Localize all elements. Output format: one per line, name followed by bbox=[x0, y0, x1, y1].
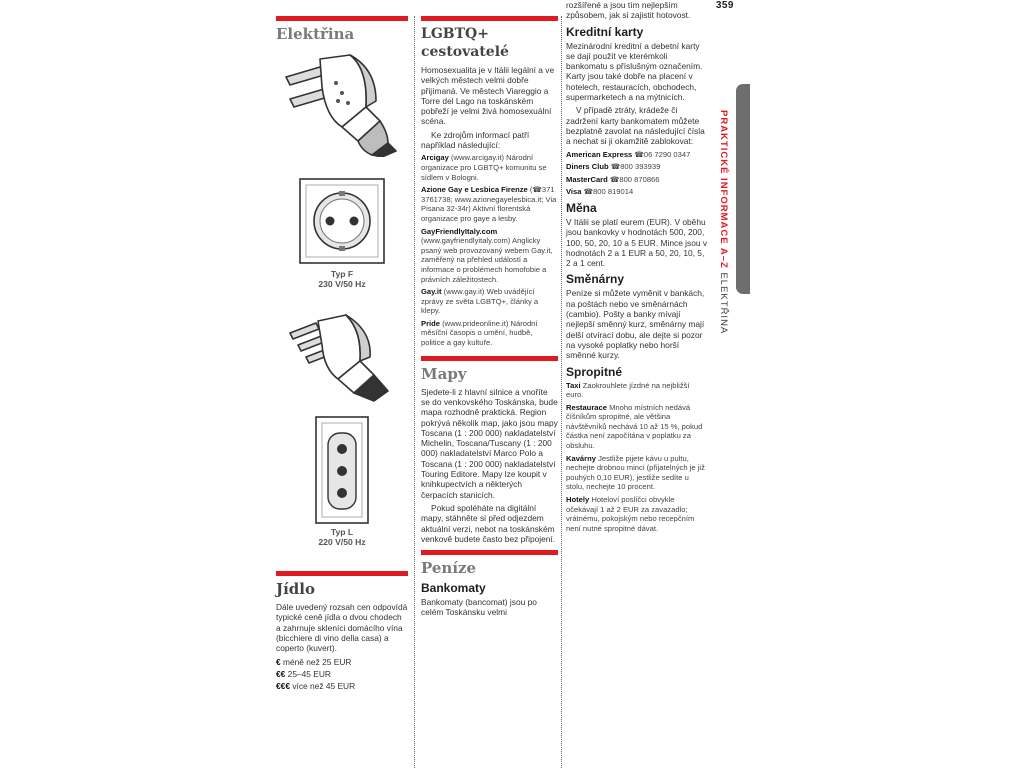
section-bar bbox=[421, 550, 558, 555]
section-bar bbox=[421, 16, 558, 21]
section-bar bbox=[421, 356, 558, 361]
list-item: Visa ☎800 819014 bbox=[566, 187, 634, 197]
plug-l-spec: 220 V/50 Hz bbox=[318, 537, 366, 547]
column-3 bbox=[566, 0, 708, 536]
section-title-mapy: Mapy bbox=[421, 364, 467, 383]
card-hotlines bbox=[566, 150, 708, 197]
list-item: Taxi Zaokrouhlete jízdné na nejbližší euro. bbox=[566, 380, 690, 400]
list-item: Kavárny Jestliže pijete kávu u pultu, nechejte drobnou minci (přijatelných je již pouhých 0,10 EUR), jestliže sedíte u stolu, nechejte 10 procent. bbox=[566, 453, 705, 492]
plug-f-spec: 230 V/50 Hz bbox=[318, 279, 366, 289]
price-item: €€€ více než 45 EUR bbox=[276, 681, 356, 692]
list-item: MasterCard ☎800 870866 bbox=[566, 174, 660, 184]
section-title-lgbtq: LGBTQ+ cestovatelé bbox=[421, 26, 509, 60]
bankomaty-continued: rozšířené a jsou tím nejlepším způsobem, jak si zajistit hotovost. bbox=[566, 0, 691, 21]
socket-f-icon bbox=[276, 177, 408, 265]
list-item: Restaurace Mnoho místních nedává číšníkům spropitné, ale většina návštěvníků nechává 10 až 15 %, pokud částka není započítána v poplatku za obsluhu. bbox=[566, 402, 703, 451]
subheading-mena: Měna bbox=[566, 200, 597, 215]
chapter-tab bbox=[736, 84, 750, 294]
list-item: Azione Gay e Lesbica Firenze (☎371 3761738; www.azionegayelesbica.it; Via Pisana 32-34r) Aktivní florentská organizace pro gaye a lesby. bbox=[421, 185, 557, 223]
lgbtq-resources bbox=[421, 153, 558, 347]
list-item: Gay.it (www.gay.it) Web uvádějící zprávy ze světa LGBTQ+, články a klepy. bbox=[421, 287, 539, 316]
section-bar bbox=[276, 16, 408, 21]
page-number: 359 bbox=[715, 0, 734, 11]
mena-text: V Itálii se platí eurem (EUR). V oběhu jsou bankovky v hodnotách 500, 200, 100, 50, 20, 10 a 5 EUR. Mince jsou v hodnotách 2 a 1 EUR a 50, 20, 10, 5, 2 a 1 cent. bbox=[566, 216, 708, 269]
list-item: GayFriendlyItaly.com (www.gayfriendlyitaly.com) Anglicky psaný web provozovaný webem Gay.it, zaměřený na přehled událostí a informace o problémech homofobie a právních záležitostech. bbox=[421, 226, 553, 284]
column-1 bbox=[276, 16, 408, 692]
plug-f-caption: Typ F bbox=[330, 269, 354, 279]
jidlo-text: Dále uvedený rozsah cen odpovídá typické ceně jídla o dvou chodech a zahrnuje skleníci domácího vína (bicchiere di vino della casa) a coperto (kuvert). bbox=[276, 602, 408, 654]
list-item: American Express ☎06 7290 0347 bbox=[566, 149, 691, 159]
subheading-spropitne: Spropitné bbox=[566, 364, 622, 379]
section-title-penize: Peníze bbox=[421, 559, 477, 578]
section-bar bbox=[276, 571, 408, 576]
bankomaty-text: Bankomaty (bancomat) jsou po celém Toskánsku velmi bbox=[421, 597, 537, 618]
column-divider bbox=[414, 16, 415, 768]
price-item: €€ 25–45 EUR bbox=[276, 669, 331, 680]
list-item: Diners Club ☎800 393939 bbox=[566, 162, 661, 172]
list-item: Arcigay (www.arcigay.it) Národní organizace pro LGBTQ+ komunitu se sídlem v Bologni. bbox=[421, 153, 547, 182]
list-item: Pride (www.prideonline.it) Národní měsíční časopis o umění, hudbě, politice a gay kultuře. bbox=[421, 318, 538, 348]
plug-l-caption: Typ L bbox=[330, 527, 354, 537]
column-2 bbox=[421, 16, 558, 618]
column-divider bbox=[561, 16, 562, 768]
tips-list bbox=[566, 381, 708, 534]
socket-l-icon bbox=[276, 415, 408, 525]
subheading-smenarny: Směnárny bbox=[566, 272, 625, 287]
plug-f-icon bbox=[276, 47, 408, 157]
section-title-jidlo: Jídlo bbox=[276, 580, 315, 598]
list-item: Hotely Hoteloví poslíčci obvykle očekávají 1 až 2 EUR za zavazadlo; vrátnému, pokojským nebo recepčním není nutné spropitné dávat. bbox=[566, 495, 695, 533]
section-title-elektrina: Elektřina bbox=[276, 25, 355, 43]
price-list bbox=[276, 656, 408, 692]
subheading-kreditni-karty: Kreditní karty bbox=[566, 24, 644, 39]
lgbtq-text: Homosexualita je v Itálii legální a ve velkých městech velmi dobře přijímaná. Ve městech Viareggio a Torre del Lago na toskánském pobřeží je velmi živá homosexuální scéna. Ke zdrojům informací patří například následující: bbox=[421, 65, 555, 151]
side-chapter-label: PRAKTICKÉ INFORMACE A–Z ELEKTŘINA bbox=[718, 110, 729, 335]
price-item: € méně než 25 EUR bbox=[276, 657, 352, 668]
plug-l-icon bbox=[276, 305, 408, 403]
kreditni-karty-text: Mezinárodní kreditní a debetní karty se dají použít ve kterémkoli bankomatu s příslušným označením. Karty jsou také dobře na placení v hotelech, restauracích, obchodech, supermarketech a na mýtnicích. V případě ztráty, krádeže či zadržení karty bankomatem můžete bezplatně zavolat na následující čísla a nechat si ji okamžitě zablokovat: bbox=[566, 40, 705, 147]
subheading-bankomaty: Bankomaty bbox=[421, 581, 486, 596]
mapy-text: Sjedete-li z hlavní silnice a vnoříte se do venkovského Toskánska, bude mapa rozhodně praktická. Region pokrývá několik map, jako jsou mapy Toscana (1 : 200 000) nakladatelství Michelin, Toscana/Tuscany (1 : 200 000) nakladatelství Marco Polo a Toscana (1 : 200 000) nakladatelství Touring Editore. Mapy lze koupit v knihkupectvích a některých čerpacích stanicích. Pokud spoléháte na digitální mapy, stáhněte si před odjezdem aktuální verzi, nebot na toskánském venkově budete často bez připojení. bbox=[421, 386, 558, 544]
smenarny-text: Peníze si můžete vyměnit v bankách, na poštách nebo ve směnárnách (cambio). Pošty a banky mívají nejlepší směnný kurz, směnárny mají delší otvírací dobu, ale dejte si pozor na vysoké poplatky nebo horší směnné kurzy. bbox=[566, 288, 705, 361]
